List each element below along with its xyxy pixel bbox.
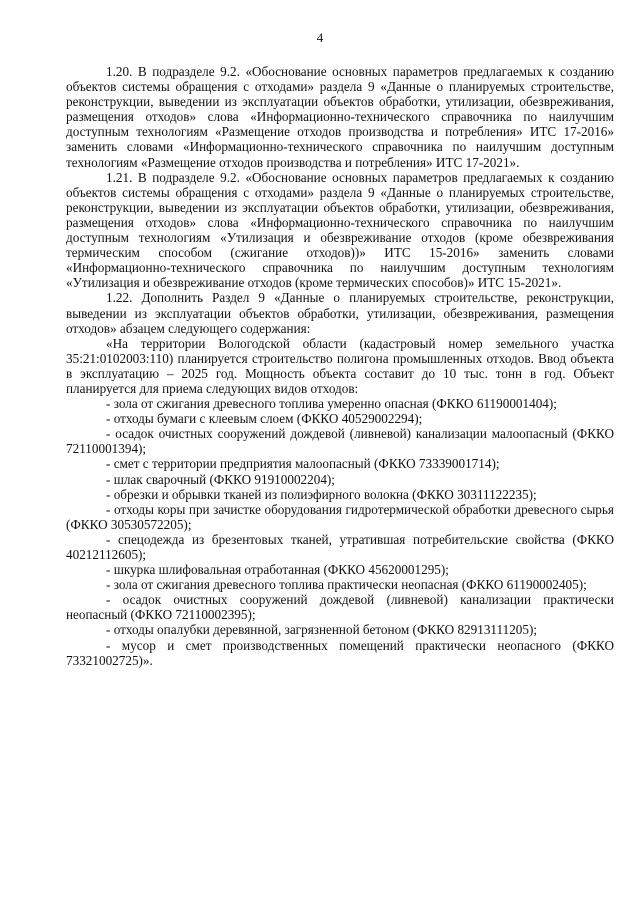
document-body: [66, 64, 614, 668]
list-item: - зола от сжигания древесного топлива умеренно опасная (ФККО 61190001404);: [106, 396, 557, 412]
list-item: - отходы бумаги с клеевым слоем (ФККО 40529002294);: [106, 411, 423, 427]
list-item: - смет с территории предприятия малоопасный (ФККО 73339001714);: [106, 456, 500, 472]
list-item: - обрезки и обрывки тканей из полиэфирного волокна (ФККО 30311122235);: [106, 486, 537, 502]
list-item: - шлак сварочный (ФККО 91910002204);: [106, 471, 335, 487]
quoted-paragraph: «На территории Вологодской области (кадастровый номер земельного участка 35:21:0102003:110) планируется строительство полигона промышленных отходов. Ввод объекта в эксплуатацию – 2025 год. Мощность объекта составит до 10 тыс. тонн в год. Объект планируется для приема следующих видов отходов:: [66, 335, 614, 396]
list-item: - спецодежда из брезентовых тканей, утратившая потребительские свойства (ФККО 40212112605);: [66, 531, 614, 562]
list-item: - осадок очистных сооружений дождевой (ливневой) канализации практически неопасный (ФККО 72110002395);: [66, 592, 614, 623]
list-item: - шкурка шлифовальная отработанная (ФККО 45620001295);: [106, 562, 449, 578]
list-item: - зола от сжигания древесного топлива практически неопасная (ФККО 61190002405);: [106, 577, 587, 593]
paragraph-1-22: 1.22. Дополнить Раздел 9 «Данные о планируемых строительстве, реконструкции, выведении из эксплуатации объектов обработки, утилизации, обезвреживания, размещения отходов» абзацем следующего содержания:: [66, 290, 614, 336]
paragraph-1-20: 1.20. В подразделе 9.2. «Обоснование основных параметров предлагаемых к созданию объектов системы обращения с отходами» раздела 9 «Данные о планируемых строительстве, реконструкции, выведении из эксплуатации объектов обработки, утилизации, обезвреживания, размещения отходов» слова «Информационно-технического справочника по наилучшим доступным технологиям «Размещение отходов производства и потребления» ИТС 17-2016» заменить словами «Информационно-технического справочника по наилучшим доступным технологиям «Размещение отходов производства и потребления» ИТС 17-2021».: [66, 64, 614, 170]
list-item: - отходы опалубки деревянной, загрязненной бетоном (ФККО 82913111205);: [106, 622, 538, 638]
list-item: - осадок очистных сооружений дождевой (ливневой) канализации малоопасный (ФККО 72110001394);: [66, 426, 614, 457]
paragraph-1-21: 1.21. В подразделе 9.2. «Обоснование основных параметров предлагаемых к созданию объектов системы обращения с отходами» раздела 9 «Данные о планируемых строительстве, реконструкции, выведении из эксплуатации объектов обработки, утилизации, обезвреживания, размещения отходов» слова «Информационно-технического справочника по наилучшим доступным технологиям «Утилизация и обезвреживание отходов (кроме обезвреживания термическим способом (сжигание отходов))» ИТС 15-2016» заменить словами «Информационно-технического справочника по наилучшим доступным технологиям «Утилизация и обезвреживание отходов (кроме термических способов)» ИТС 15-2021».: [66, 169, 614, 291]
page-number: 4: [316, 30, 324, 45]
list-item: - мусор и смет производственных помещений практически неопасного (ФККО 73321002725)».: [66, 637, 614, 668]
list-item: - отходы коры при зачистке оборудования гидротермической обработки древесного сырья (ФККО 30530572205);: [66, 501, 614, 532]
